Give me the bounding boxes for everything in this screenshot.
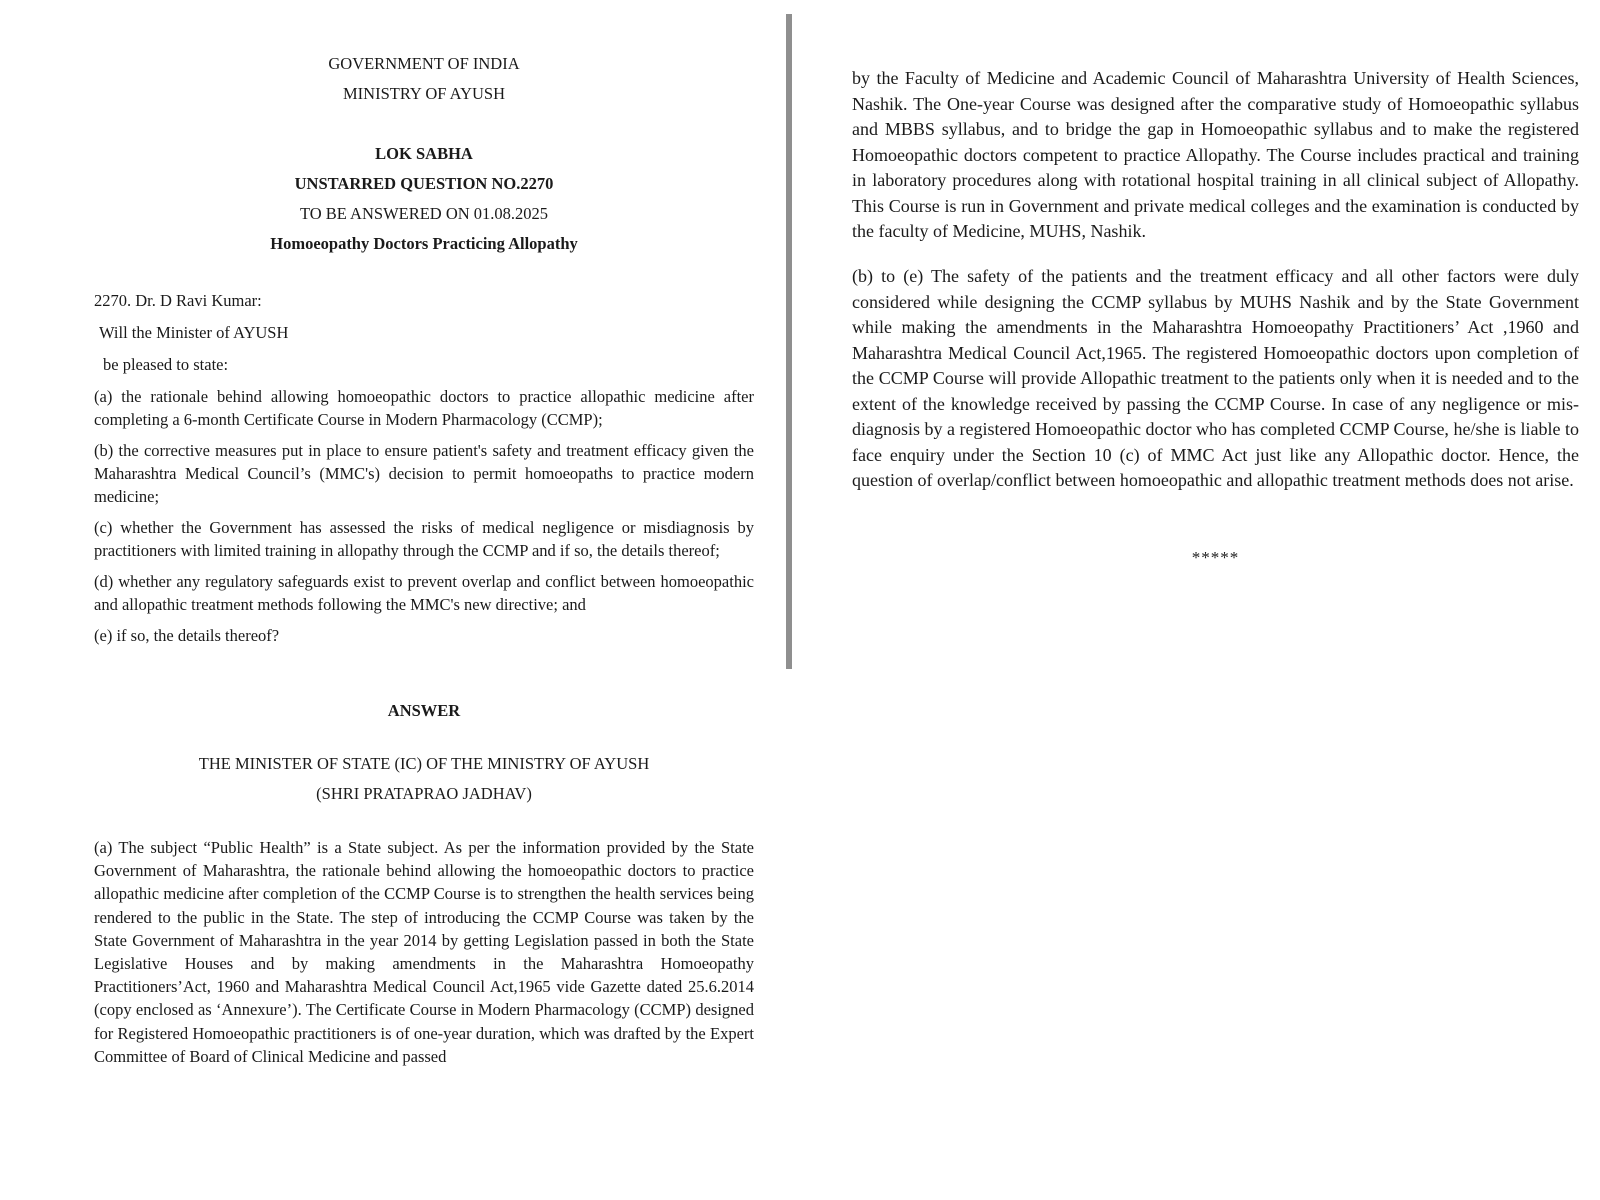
minister-title: THE MINISTER OF STATE (IC) OF THE MINISTRY OF AYUSH <box>198 754 650 773</box>
answer-heading-block <box>94 696 754 726</box>
answer-part-a: (a) The subject “Public Health” is a State subject. As per the information provided by the State Government of Maharashtra, the rationale behind allowing the homoeopathic doctors to practice allopathic medicine after completion of the CCMP Course is to strengthen the health services being rendered to the public in the State. The step of introducing the CCMP Course was taken by the State Government of Maharashtra in the year 2014 by getting Legislation passed in both the State Legislative Houses and by making amendments in the Maharashtra Homoeopathy Practitioners’Act, 1960 and Maharashtra Medical Council Act,1965 vide Gazette dated 25.6.2014 (copy enclosed as ‘Annexure’). The Certificate Course in Modern Pharmacology (CCMP) designed for Registered Homoeopathic practitioners is of one-year duration, which was drafted by the Expert Committee of Board of Clinical Medicine and passed <box>94 838 754 1066</box>
answer-date: TO BE ANSWERED ON 01.08.2025 <box>299 204 549 223</box>
question-asker: 2270. Dr. D Ravi Kumar: <box>94 291 262 310</box>
document-header <box>94 49 754 259</box>
question-part-a: (a) the rationale behind allowing homoeopathic doctors to practice allopathic medicine after completing a 6-month Certificate Course in Modern Pharmacology (CCMP); <box>94 387 754 429</box>
minister-block <box>94 749 754 809</box>
answer-part-a-continued: by the Faculty of Medicine and Academic Council of Maharashtra University of Health Sciences, Nashik. The One-year Course was designed after the comparative study of Homoeopathic syllabus and MBBS syllabus, and to bridge the gap in Homoeopathic syllabus and to make the registered Homoeopathic doctors competent to practice Allopathy. The Course includes practical and training in laboratory procedures along with rotational hospital training in all clinical subject of Allopathy. This Course is run in Government and private medical colleges and the examination is conducted by the faculty of Medicine, MUHS, Nashik. <box>852 68 1579 241</box>
answer-part-b-to-e: (b) to (e) The safety of the patients and the treatment efficacy and all other factors were duly considered while designing the CCMP syllabus by MUHS Nashik and by the State Government while making the amendments in the Maharashtra Homoeopathy Practitioners’ Act ,1960 and Maharashtra Medical Council Act,1965. The registered Homoeopathic doctors upon completion of the CCMP Course will provide Allopathic treatment to the patients only when it is needed and to the extent of the knowledge received by passing the CCMP Course. In case of any negligence or mis-diagnosis by a registered Homoeopathic doctor who has completed CCMP Course, he/she is liable to face enquiry under the Section 10 (c) of MMC Act just like any Allopathic doctor. Hence, the question of overlap/conflict between homoeopathic and allopathic treatment methods does not arise. <box>852 266 1579 490</box>
question-part-c: (c) whether the Government has assessed the risks of medical negligence or misdiagnosis by practitioners with limited training in allopathy through the CCMP and if so, the details thereof; <box>94 518 754 560</box>
question-part-b: (b) the corrective measures put in place to ensure patient's safety and treatment efficacy given the Maharashtra Medical Council’s (MMC's) decision to permit homoeopaths to practice modern medicine; <box>94 441 754 506</box>
minister-name: (SHRI PRATAPRAO JADHAV) <box>316 784 532 803</box>
end-marker: ***** <box>1191 548 1240 567</box>
question-number: UNSTARRED QUESTION NO.2270 <box>294 174 554 193</box>
house-name: LOK SABHA <box>375 144 473 163</box>
question-subject: Homoeopathy Doctors Practicing Allopathy <box>270 234 578 253</box>
ministry-line: MINISTRY OF AYUSH <box>343 84 505 103</box>
question-part-d: (d) whether any regulatory safeguards exist to prevent overlap and conflict between homoeopathic and allopathic treatment methods following the MMC's new directive; and <box>94 572 754 614</box>
right-page <box>790 0 1600 1200</box>
question-addressee: Will the Minister of AYUSH <box>99 323 289 342</box>
answer-heading: ANSWER <box>387 701 461 720</box>
left-page <box>0 0 790 1200</box>
question-prompt: be pleased to state: <box>103 355 229 374</box>
question-part-e: (e) if so, the details thereof? <box>94 626 280 645</box>
government-line: GOVERNMENT OF INDIA <box>328 54 520 73</box>
question-section <box>94 285 754 655</box>
